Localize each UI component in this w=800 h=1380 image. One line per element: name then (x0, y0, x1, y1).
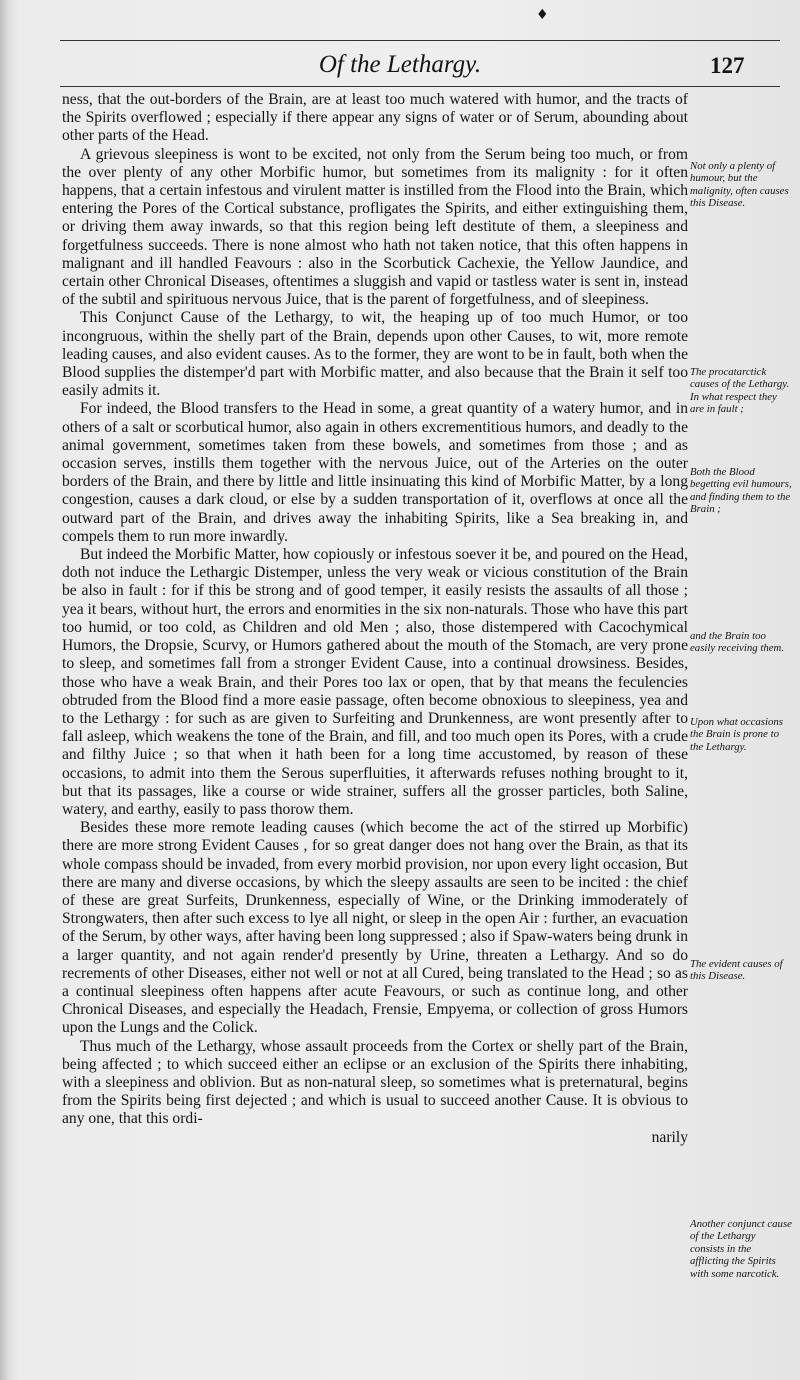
paragraph: For indeed, the Blood transfers to the Head in some, a great quantity of a watery humor, and in others of a salt or scorbutical humor, also again in others excrementitious humors, and deadly to the animal government, sometimes taken from these bowels, and sometimes from those ; and as occasion serves, instills them together with the nervous Juice, out of the Arteries on the outer borders of the Brain, and there by little and little insinuating this kind of Morbific Matter, by a long congestion, causes a dark cloud, or else by a sudden transportation of it, overflows at once all the outward part of the Brain, and drives away the inhabiting Spirits, like a Sea breaking in, and compels them to run more inwardly. (62, 400, 688, 545)
paragraph: A grievous sleepiness is wont to be excited, not only from the Serum being too much, or from the over plenty of any other Morbific humor, but sometimes from its malignity : for it often happens, that a certain infestous and virulent matter is instilled from the Flood into the Brain, which entering the Pores of the Cortical substance, profligates the Spirits, and either extinguishing them, or driving them away inwards, so that this region being left destitute of them, a sleepiness and forgetfulness succeeds. There is none almost who hath not taken notice, that this often happens in malignant and ill handled Feavours : also in the Scorbutick Cachexie, the Yellow Jaundice, and certain other Chronical Diseases, oftentimes a sluggish and vapid or tastless water is sent in, instead of the subtil and spirituous nervous Juice, that is the parent of forgetfulness, and of sleepiness. (62, 145, 688, 309)
margin-note: and the Brain too easily receiving them. (690, 630, 785, 655)
ornament: ♦ (536, 7, 549, 23)
body-text (62, 91, 688, 1147)
margin-note: Not only a plenty of humour, but the malignity, often causes this Disease. (690, 160, 789, 210)
paragraph: ness, that the out-borders of the Brain, are at least too much watered with humor, and the tracts of the Spirits overflowed ; especially if there appear any signs of water or of Serum, abounding about other parts of the Head. (62, 91, 688, 145)
paragraph: Besides these more remote leading causes (which become the act of the stirred up Morbific) there are more strong Evident Causes , for so great danger does not hang over the Brain, as that its whole compass should be invaded, from every morbid provision, nor upon every light occasion, But there are many and diverse occasions, by which the sleepy assaults are seen to be incited : the chief of these are great Surfeits, Drunkenness, especially of Wine, or the Drinking immoderately of Strongwaters, then after such excess to lye all night, or sleep in the open Air : further, an evacuation of the Serum, by other ways, after having been long suppressed ; also if Spaw-waters being drunk in a larger quantity, and not again render'd presently by Urine, threaten a Lethargy. And so do recrements of other Diseases, either not well or not at all Cured, being translated to the Head ; so as a continual sleepiness often happens after acute Feavours, or such as continue long, and other Chronical Diseases, and especially the Headach, Frensie, Empyema, or collection of gross Humors upon the Lungs and the Colick. (62, 819, 688, 1037)
margin-note: Another conjunct cause of the Lethargy consists in the afflicting the Spirits with some narcotick. (690, 1218, 792, 1280)
catchword: narily (651, 1128, 688, 1146)
header-rule (60, 86, 780, 87)
paragraph: Thus much of the Lethargy, whose assault proceeds from the Cortex or shelly part of the Brain, being affected ; to which succeed either an eclipse or an exclusion of the Spirits there inhabiting, with a sleepiness and oblivion. But as non-natural sleep, so sometimes what is preternatural, begins from the Spirits being first dejected ; and which is usual to succeed another Cause. It is obvious to any one, that this ordi- (62, 1037, 688, 1128)
margin-note: The evident causes of this Disease. (690, 958, 783, 983)
paragraph: This Conjunct Cause of the Lethargy, to wit, the heaping up of too much Humor, or too incongruous, within the shelly part of the Brain, depends upon other Causes, to wit, more remote leading causes, and also evident causes. As to the former, they are wont to be in fault, both when the Blood supplies the distemper'd part with Morbific matter, and also because that the Brain it self too easily admits it. (62, 309, 688, 400)
margin-note: Upon what occasions the Brain is prone to the Lethargy. (690, 716, 783, 753)
paragraph: But indeed the Morbific Matter, how copiously or infestous soever it be, and poured on the Head, doth not induce the Lethargic Distemper, unless the very weak or vicious constitution of the Brain be also in fault : for if this be strong and of good temper, it easily resists the assaults of all those ; yea it bears, without hurt, the errors and enormities in the six non-naturals. Those who have this part too humid, or too cold, as Children and old Men ; also, those distempered with Cacochymical Humors, the Dropsie, Scurvy, or Humors gathered about the mouth of the Stomach, are very prone to sleep, and sometimes fall from a stronger Evident Cause, into a continual drowsiness. Besides, those who have a weak Brain, and their Pores too lax or open, that by that means the feculencies obtruded from the Blood find a more easie passage, often become obnoxious to sleepiness, yea and to the Lethargy : for such as are given to Surfeiting and Drunkenness, are wont presently after to fall asleep, which weakens the tone of the Brain, and fill, and too much open its Pores, with a crude and filthy Juice ; so that when it hath been for a long time accustomed, by reason of these occasions, to admit into them the Serous superfluities, it afterwards refuses nothing brought to it, but that its passages, like a course or wide strainer, suffers all the grosser particles, both Saline, watery, and earthy, easily to pass thorow them. (62, 546, 688, 818)
top-rule (60, 40, 780, 41)
running-head: Of the Lethargy. (318, 51, 482, 78)
margin-note: The procatarctick causes of the Lethargy. In what respect they are in fault ; (690, 366, 790, 416)
margin-note: Both the Blood begetting evil humours, and finding them to the Brain ; (690, 466, 792, 516)
page-number: 127 (710, 53, 745, 78)
